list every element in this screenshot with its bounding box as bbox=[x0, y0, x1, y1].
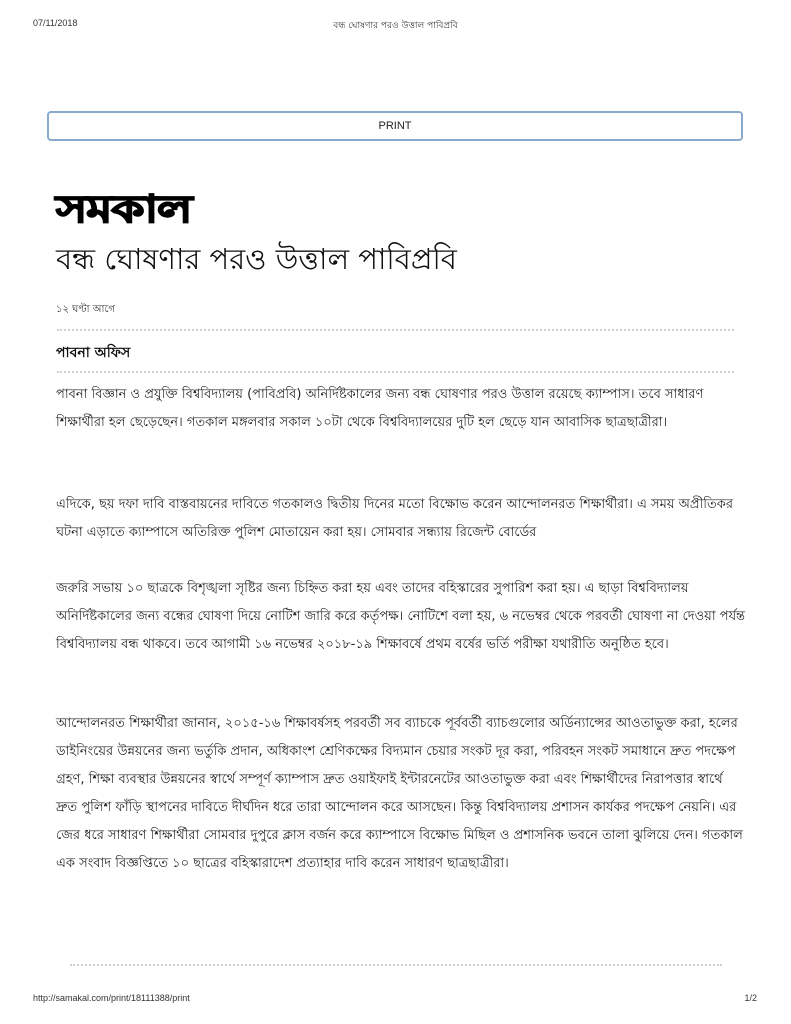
article-paragraph: পাবনা বিজ্ঞান ও প্রযুক্তি বিশ্ববিদ্যালয় (পাবিপ্রবি) অনির্দিষ্টকালের জন্য বন্ধ ঘোষণার পরও উত্তাল রয়েছে ক্যাম্পাস। তবে সাধারণ শিক্ষার্থীরা হল ছেড়েছেন। গতকাল মঙ্গলবার সকাল ১০টা থেকে বিশ্ববিদ্যালয়ের দুটি হল ছেড়ে যান আবাসিক ছাত্রছাত্রীরা। bbox=[56, 387, 704, 430]
print-footer-url[interactable]: http://samakal.com/print/18111388/print bbox=[33, 993, 190, 1003]
print-button[interactable]: PRINT bbox=[47, 111, 743, 141]
print-header-date: 07/11/2018 bbox=[33, 18, 78, 28]
article-paragraph: জরুরি সভায় ১০ ছাত্রকে বিশৃঙ্খলা সৃষ্টির জন্য চিহ্নিত করা হয় এবং তাদের বহিস্কারের সুপারিশ করা হয়। এ ছাড়া বিশ্ববিদ্যালয় অনির্দিষ্টকালের জন্য বন্ধের ঘোষণা দিয়ে নোটিশ জারি করে কর্তৃপক্ষ। নোটিশে বলা হয়, ৬ নভেম্বর থেকে পরবর্তী ঘোষণা না দেওয়া পর্যন্ত বিশ্ববিদ্যালয় বন্ধ থাকবে। তবে আগামী ১৬ নভেম্বর ২০১৮-১৯ শিক্ষাবর্ষে প্রথম বর্ষের ভর্তি পরীক্ষা যথারীতি অনুষ্ঠিত হবে। bbox=[56, 581, 746, 652]
separator-author bbox=[57, 371, 734, 373]
article-author: পাবনা অফিস bbox=[56, 345, 131, 361]
article-paragraph: এদিকে, ছয় দফা দাবি বাস্তবায়নের দাবিতে গতকালও দ্বিতীয় দিনের মতো বিক্ষোভ করেন আন্দোলনরত শিক্ষার্থীরা। এ সময় অপ্রীতিকর ঘটনা এড়াতে ক্যাম্পাসে অতিরিক্ত পুলিশ মোতায়েন করা হয়। সোমবার সন্ধ্যায় রিজেন্ট বোর্ডের bbox=[56, 497, 734, 540]
article-timestamp: ১২ ঘণ্টা আগে bbox=[56, 304, 115, 315]
separator-bottom bbox=[70, 964, 722, 966]
article-headline: বন্ধ ঘোষণার পরও উত্তাল পাবিপ্রবি bbox=[56, 242, 457, 276]
print-header-title: বন্ধ ঘোষণার পরও উত্তাল পাবিপ্রবি bbox=[333, 21, 458, 31]
print-footer-page-number: 1/2 bbox=[744, 993, 757, 1003]
article-paragraph: আন্দোলনরত শিক্ষার্থীরা জানান, ২০১৫-১৬ শিক্ষাবর্ষসহ পরবর্তী সব ব্যাচকে পূর্ববর্তী ব্যাচগুলোর অর্ডিন্যান্সের আওতাভুক্ত করা, হলের ডাইনিংয়ের উন্নয়নের জন্য ভর্তুকি প্রদান, অধিকাংশ শ্রেণিকক্ষের বিদ্যমান চেয়ার সংকট দূর করা, পরিবহন সংকট সমাধানে দ্রুত পদক্ষেপ গ্রহণ, শিক্ষা ব্যবস্থার উন্নয়নের স্বার্থে সম্পূর্ণ ক্যাম্পাস দ্রুত ওয়াইফাই ইন্টারনেটের আওতাভুক্ত করা এবং শিক্ষার্থীদের নিরাপত্তার স্বার্থে দ্রুত পুলিশ ফাঁড়ি স্থাপনের দাবিতে দীর্ঘদিন ধরে তারা আন্দোলন করে আসছেন। কিন্তু বিশ্ববিদ্যালয় প্রশাসন কার্যকর পদক্ষেপ নেয়নি। এর জের ধরে সাধারণ শিক্ষার্থীরা সোমবার দুপুরে ক্লাস বর্জন করে ক্যাম্পাসে বিক্ষোভ মিছিল ও প্রশাসনিক ভবনে তালা ঝুলিয়ে দেন। গতকাল এক সংবাদ বিজ্ঞপ্তিতে ১০ ছাত্রের বহিস্কারাদেশ প্রত্যাহার দাবি করেন সাধারণ ছাত্রছাত্রীরা। bbox=[56, 716, 743, 871]
site-logo: সমকাল bbox=[56, 186, 192, 231]
separator-top bbox=[57, 329, 734, 331]
